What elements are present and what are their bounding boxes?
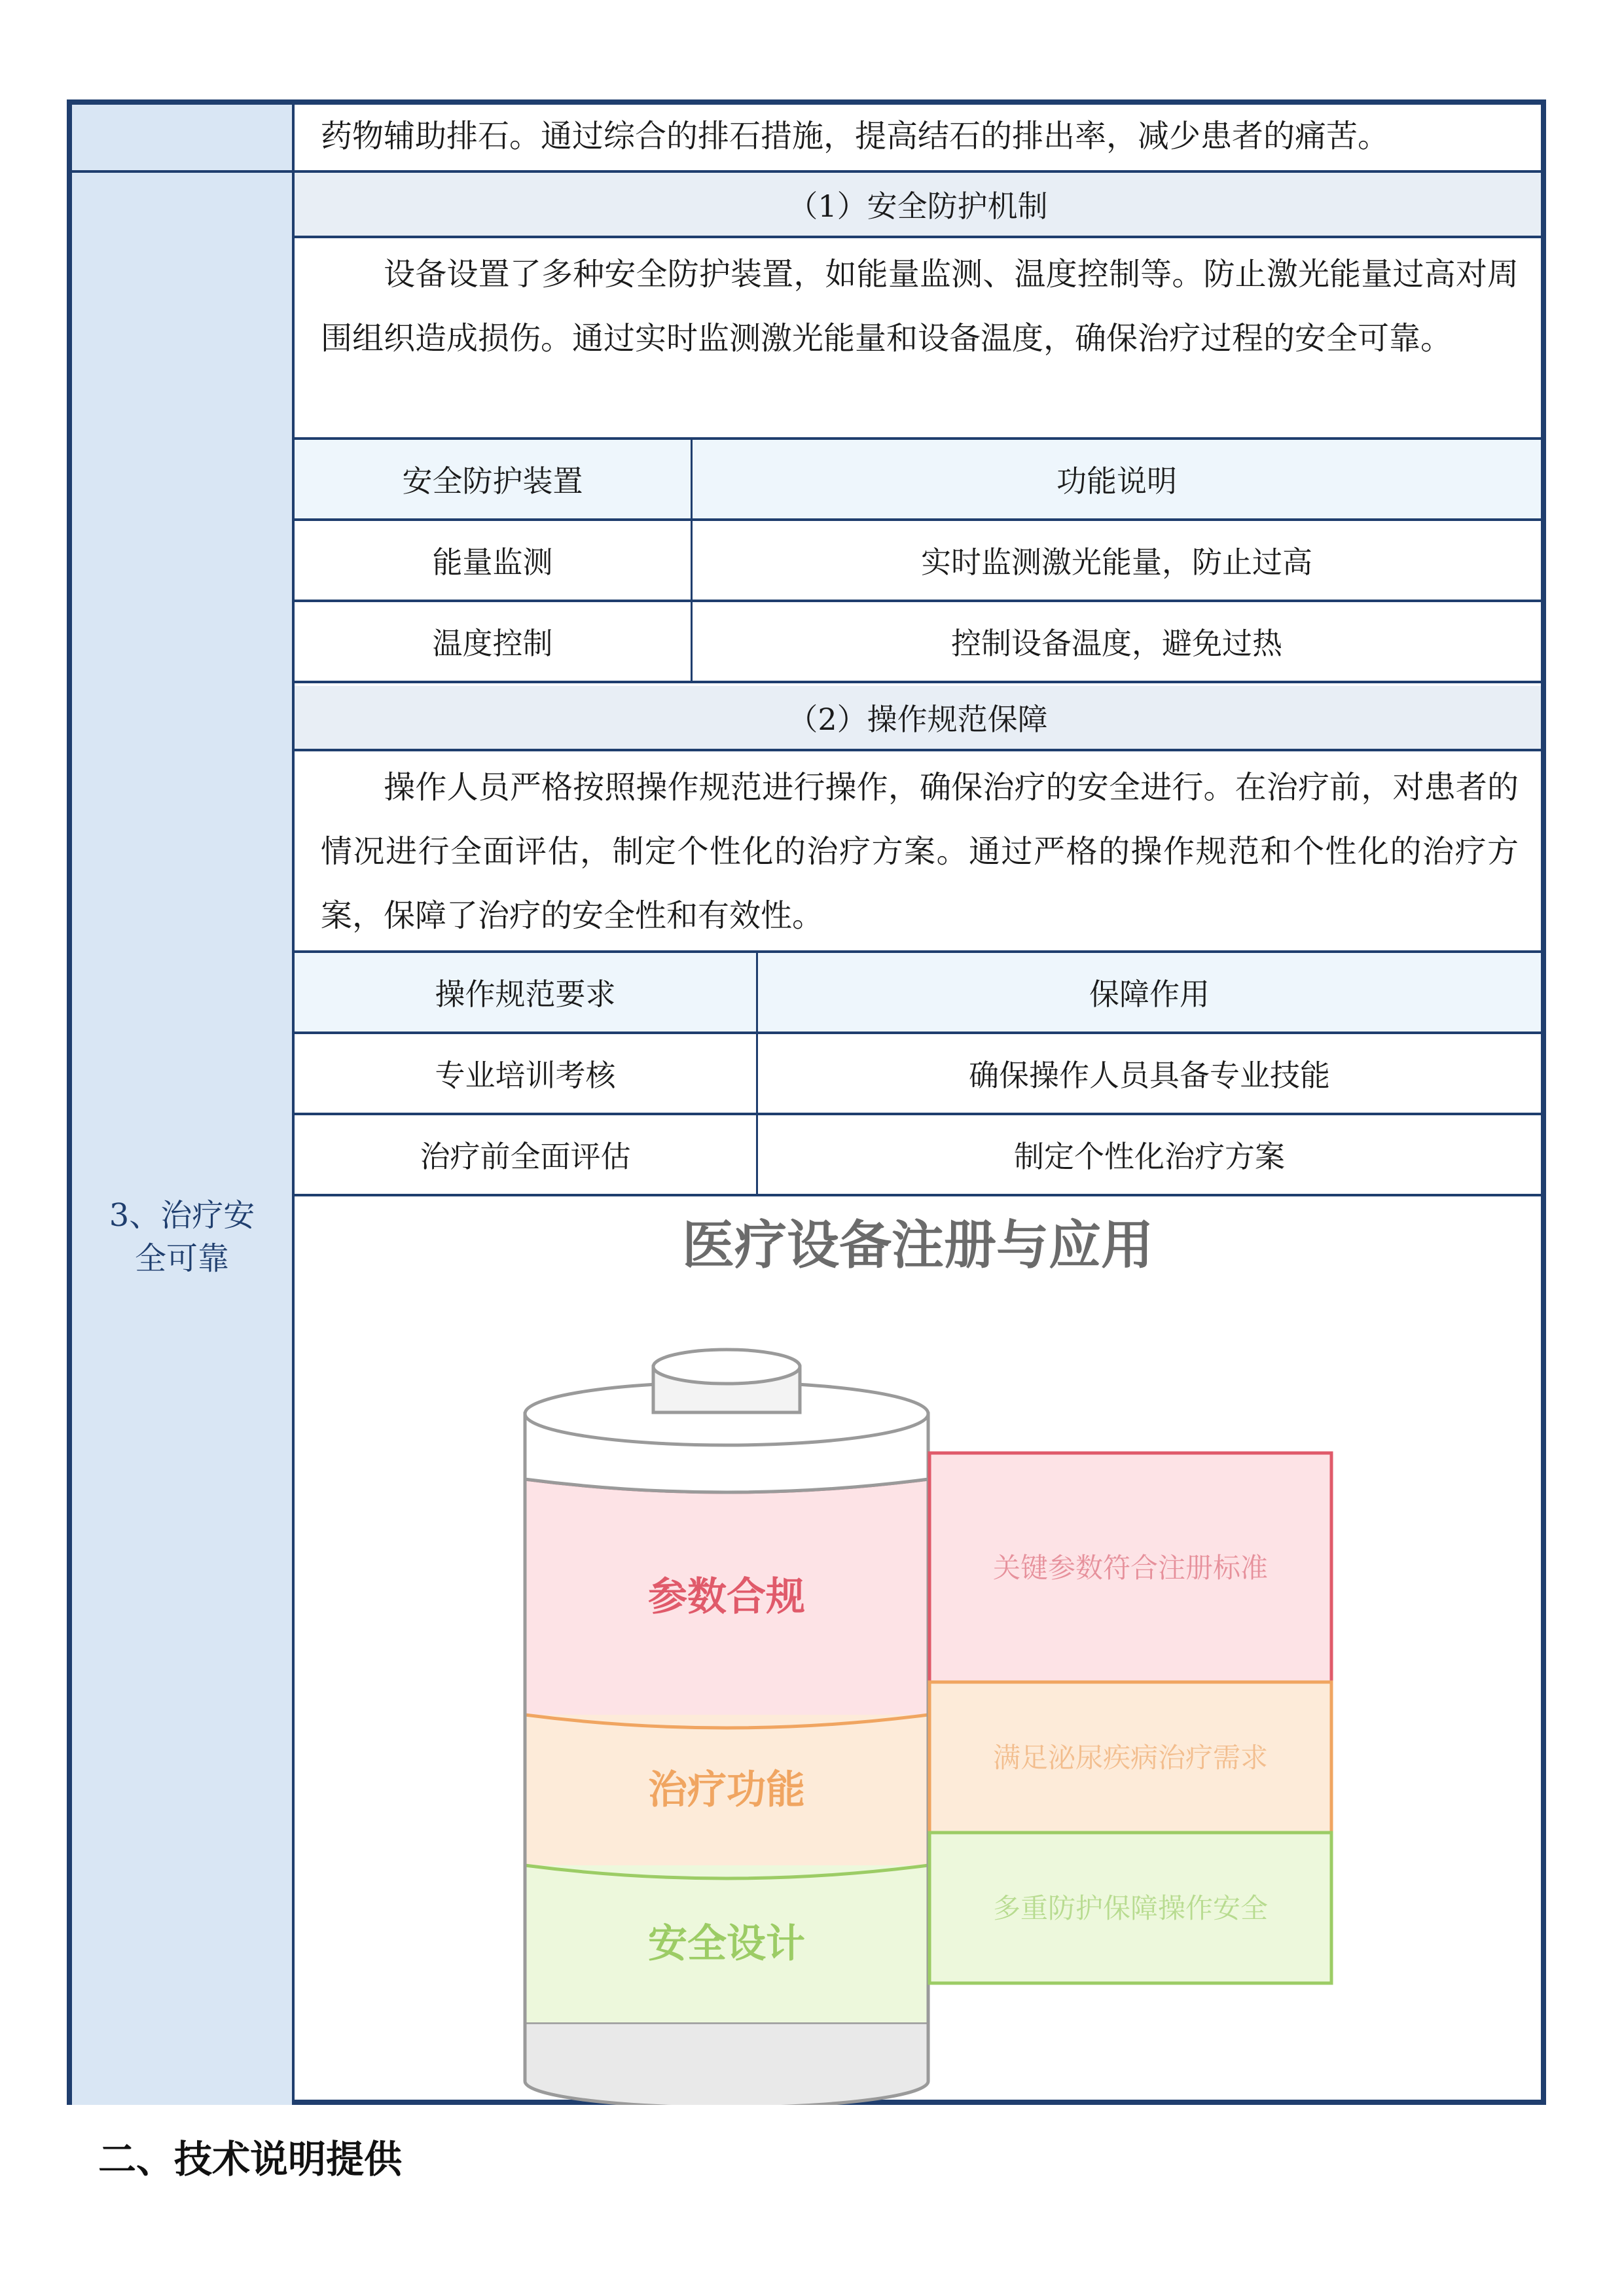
registration-diagram (295, 1191, 1541, 2105)
operation-table (295, 953, 1541, 1199)
left-label-column (72, 105, 295, 2100)
operation-row1-effect: 确保操作人员具备专业技能 (969, 1058, 1330, 1093)
cylinder-knob-top (653, 1350, 800, 1384)
operation-row2-effect: 制定个性化治疗方案 (1014, 1139, 1285, 1174)
cylinder-base (525, 2022, 928, 2105)
operation-heading: （2）操作规范保障 (295, 686, 1541, 751)
operation-header-requirement: 操作规范要求 (295, 953, 758, 1031)
table-row (295, 1034, 1541, 1115)
safety-heading: （1）安全防护机制 (295, 173, 1541, 238)
table-row (295, 521, 1541, 602)
safety-row1-device: 能量监测 (295, 521, 693, 600)
table-row (295, 1115, 1541, 1196)
diagram-title: 医疗设备注册与应用 (682, 1215, 1153, 1276)
operation-paragraph-text: 操作人员严格按照操作规范进行操作，确保治疗的安全进行。在治疗前，对患者的情况进行全面评估，制定个性化的治疗方案。通过严格的操作规范和个性化的治疗方案，保障了治疗的安全性和有效性。 (321, 769, 1519, 934)
section-label-line1: 3、治疗安 (109, 1197, 255, 1234)
content-table-frame (67, 99, 1546, 2105)
operation-row1-requirement: 专业培训考核 (295, 1034, 758, 1113)
table-row (295, 602, 1541, 683)
section-two-title: 二、技术说明提供 (98, 2137, 403, 2181)
safety-row2-function: 控制设备温度，避免过热 (951, 626, 1282, 661)
safety-paragraph-row (295, 238, 1541, 440)
safety-table (295, 440, 1541, 686)
diagram-svg (295, 1191, 1541, 2105)
operation-row2-requirement: 治疗前全面评估 (295, 1115, 758, 1194)
safety-header-device: 安全防护装置 (295, 440, 693, 518)
operation-header-effect: 保障作用 (1089, 977, 1210, 1012)
layer-function-label: 治疗功能 (648, 1767, 805, 1813)
top-continuation-row (295, 105, 1541, 173)
safety-header-function: 功能说明 (1056, 463, 1177, 499)
safety-paragraph-text: 设备设置了多种安全防护装置，如能量监测、温度控制等。防止激光能量过高对周围组织造成损伤。通过实时监测激光能量和设备温度，确保治疗过程的安全可靠。 (321, 256, 1519, 357)
safety-paragraph (295, 242, 1541, 370)
operation-table-header (295, 953, 1541, 1034)
left-top-cell (72, 105, 292, 173)
desc-function-text: 满足泌尿疾病治疗需求 (992, 1742, 1269, 1774)
operation-paragraph-row (295, 751, 1541, 953)
section-label-line2: 全可靠 (134, 1240, 229, 1277)
top-continuation-text: 药物辅助排石。通过综合的排石措施，提高结石的排出率，减少患者的痛苦。 (321, 118, 1390, 154)
desc-compliance-text: 关键参数符合注册标准 (992, 1552, 1269, 1584)
desc-safety-text: 多重防护保障操作安全 (992, 1892, 1269, 1924)
left-main-cell (72, 173, 292, 2105)
section-label (72, 1194, 292, 1280)
safety-table-header (295, 440, 1541, 521)
layer-safety-label: 安全设计 (648, 1921, 805, 1967)
safety-row2-device: 温度控制 (295, 602, 693, 681)
layer-compliance-label: 参数合规 (648, 1574, 805, 1620)
right-content-column (295, 105, 1541, 2100)
operation-paragraph (295, 755, 1541, 948)
safety-row1-function: 实时监测激光能量，防止过高 (921, 545, 1312, 580)
